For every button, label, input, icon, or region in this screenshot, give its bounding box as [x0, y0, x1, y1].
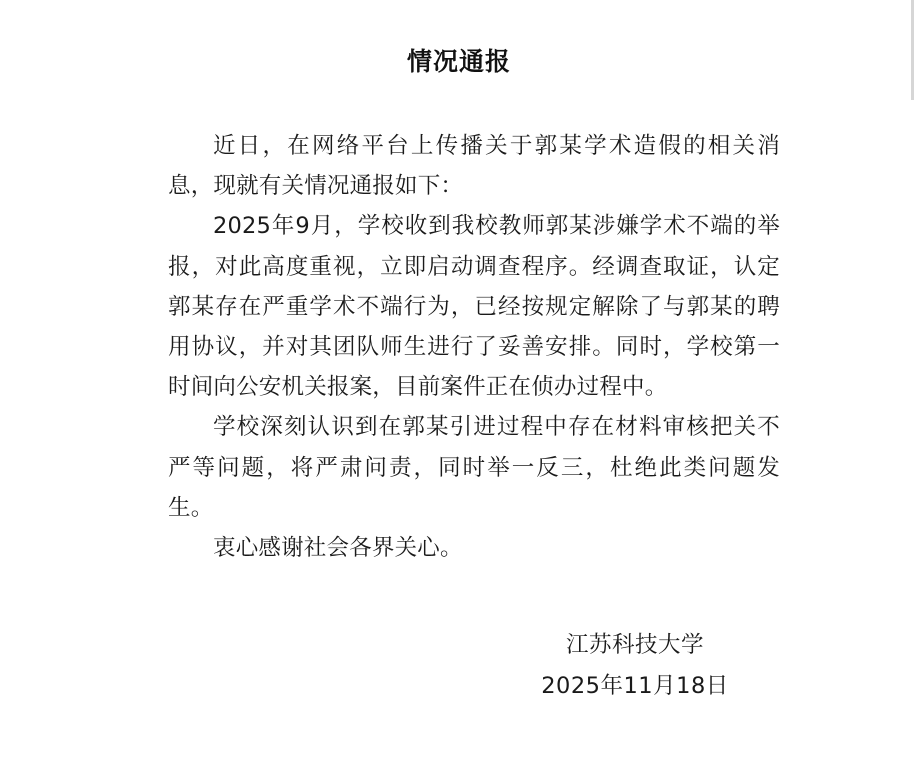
signature-date: 2025年11月18日	[541, 673, 729, 699]
paragraph-intro: 近日，在网络平台上传播关于郭某学术造假的相关消息，现就有关情况通报如下：	[168, 133, 780, 200]
paragraph-investigation: 2025年9月，学校收到我校教师郭某涉嫌学术不端的举报，对此高度重视，立即启动调查程序。经调查取证，认定郭某存在严重学术不端行为，已经按规定解除了与郭某的聘用协议，并对其团队师生进行了妥善安排。同时，学校第一时间向公安机关报案，目前案件正在侦办过程中。	[168, 213, 780, 401]
signature-organization: 江苏科技大学	[565, 632, 704, 658]
document-title: 情况通报	[406, 47, 511, 76]
document-body	[168, 126, 780, 568]
paragraph-thanks: 衷心感谢社会各界关心。	[213, 535, 463, 562]
paragraph-accountability: 学校深刻认识到在郭某引进过程中存在材料审核把关不严等问题，将严肃问责，同时举一反三，杜绝此类问题发生。	[168, 414, 780, 521]
